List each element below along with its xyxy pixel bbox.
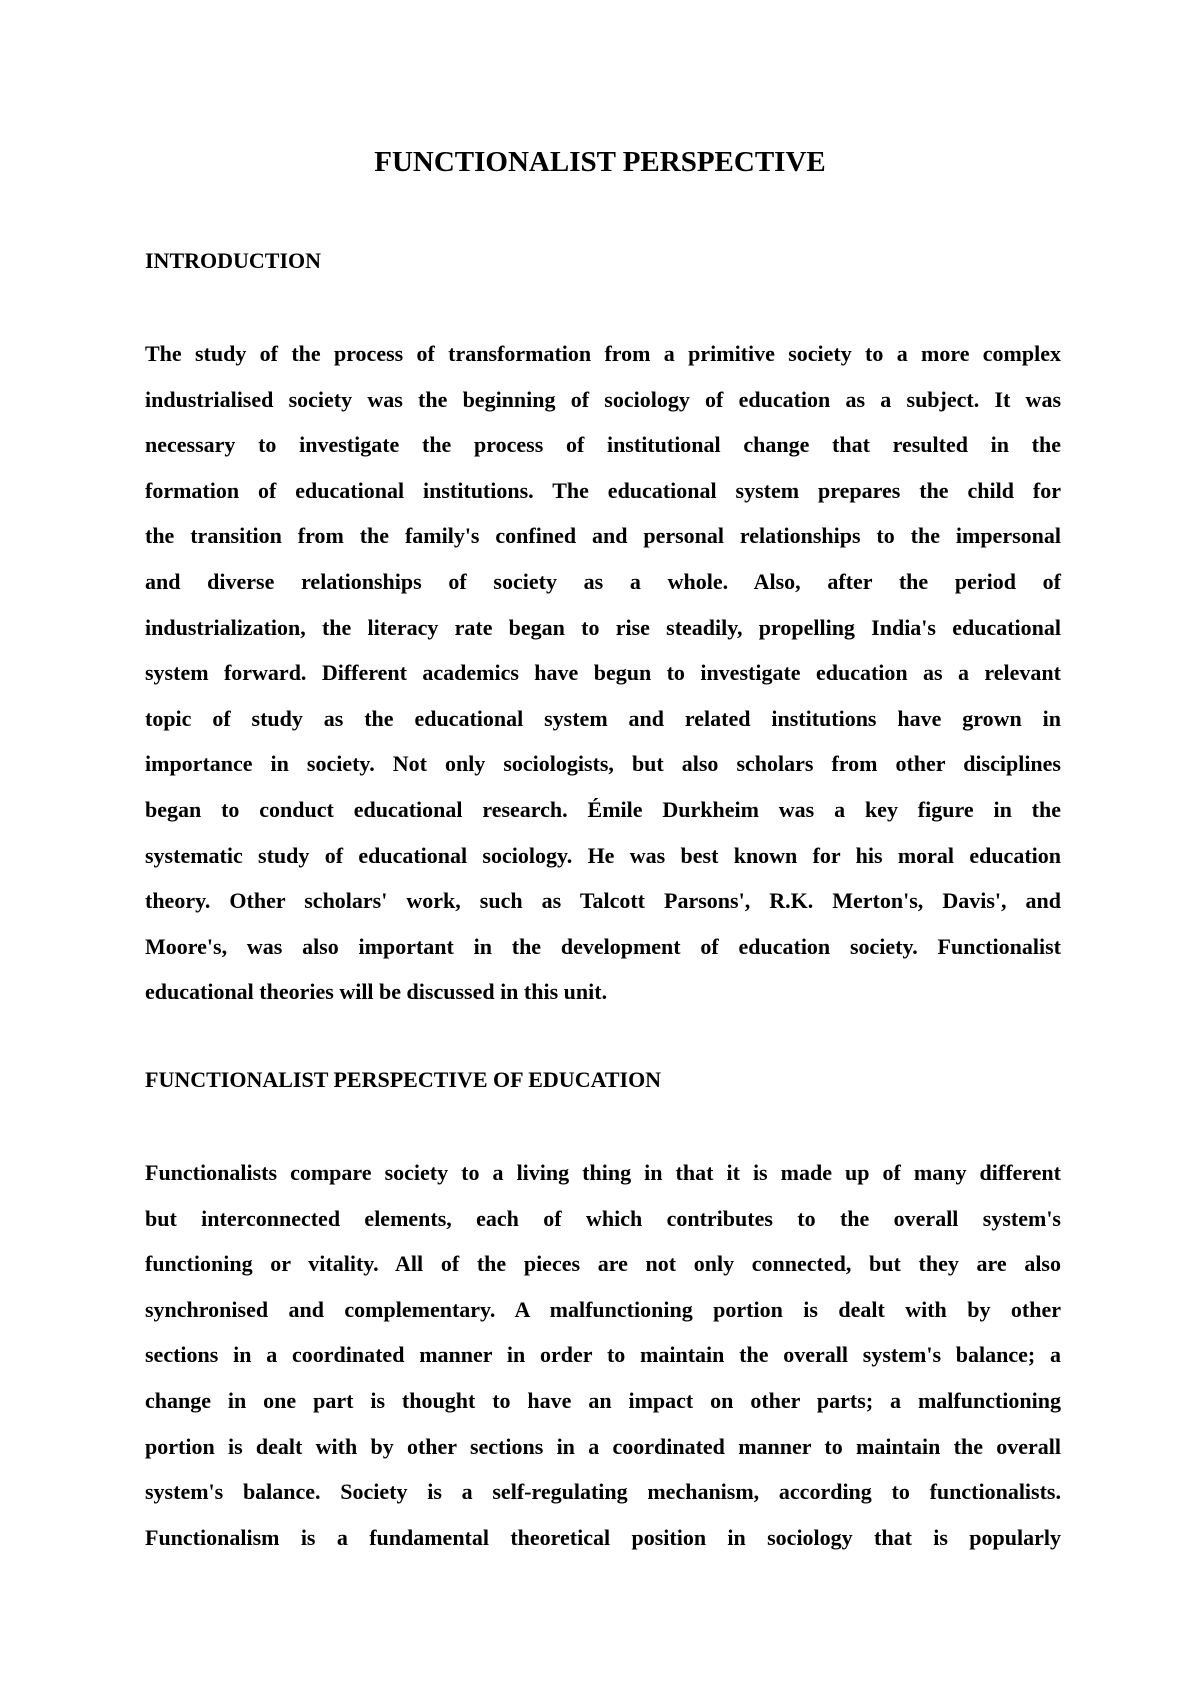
section-heading-functionalist-perspective-of-education: FUNCTIONALIST PERSPECTIVE OF EDUCATION bbox=[145, 1067, 662, 1092]
introduction-paragraph bbox=[145, 331, 1061, 1015]
section-heading-introduction: INTRODUCTION bbox=[145, 248, 322, 273]
paragraph-line: importance in society. Not only sociologists, but also scholars from other disciplines bbox=[145, 751, 1061, 777]
paragraph-line: began to conduct educational research. Émile Durkheim was a key figure in the bbox=[145, 796, 1061, 822]
paragraph-line: the transition from the family's confined and personal relationships to the impersonal bbox=[145, 523, 1061, 549]
paragraph-line: system's balance. Society is a self-regulating mechanism, according to functionalists. bbox=[145, 1479, 1061, 1505]
paragraph-line: industrialised society was the beginning of sociology of education as a subject. It was bbox=[145, 386, 1061, 412]
paragraph-line: system forward. Different academics have begun to investigate education as a relevant bbox=[145, 660, 1061, 686]
paragraph-line: Moore's, was also important in the development of education society. Functionalist bbox=[145, 933, 1061, 959]
paragraph-line: topic of study as the educational system and related institutions have grown in bbox=[145, 705, 1061, 731]
document-title: FUNCTIONALIST PERSPECTIVE bbox=[374, 146, 826, 178]
paragraph-line: formation of educational institutions. The educational system prepares the child for bbox=[145, 477, 1061, 503]
paragraph-line: change in one part is thought to have an impact on other parts; a malfunctioning bbox=[145, 1387, 1061, 1413]
paragraph-line: necessary to investigate the process of institutional change that resulted in the bbox=[145, 432, 1061, 458]
paragraph-line: systematic study of educational sociology. He was best known for his moral education bbox=[145, 842, 1061, 868]
paragraph-line: industrialization, the literacy rate began to rise steadily, propelling India's educational bbox=[145, 614, 1061, 640]
paragraph-line: synchronised and complementary. A malfunctioning portion is dealt with by other bbox=[145, 1296, 1061, 1322]
paragraph-line: educational theories will be discussed in this unit. bbox=[145, 979, 608, 1005]
paragraph-line: but interconnected elements, each of which contributes to the overall system's bbox=[145, 1205, 1061, 1231]
paragraph-line: theory. Other scholars' work, such as Talcott Parsons', R.K. Merton's, Davis', and bbox=[145, 888, 1061, 914]
paragraph-line: Functionalists compare society to a living thing in that it is made up of many different bbox=[145, 1160, 1061, 1185]
functionalist-paragraph bbox=[145, 1150, 1061, 1560]
paragraph-line: sections in a coordinated manner in order to maintain the overall system's balance; a bbox=[145, 1342, 1061, 1368]
paragraph-line: portion is dealt with by other sections in a coordinated manner to maintain the overall bbox=[145, 1433, 1061, 1459]
paragraph-line: functioning or vitality. All of the pieces are not only connected, but they are also bbox=[145, 1251, 1061, 1277]
paragraph-line: The study of the process of transformation from a primitive society to a more complex bbox=[145, 341, 1061, 366]
paragraph-line: and diverse relationships of society as a whole. Also, after the period of bbox=[145, 568, 1061, 594]
paragraph-line: Functionalism is a fundamental theoretical position in sociology that is popularly bbox=[145, 1524, 1061, 1550]
